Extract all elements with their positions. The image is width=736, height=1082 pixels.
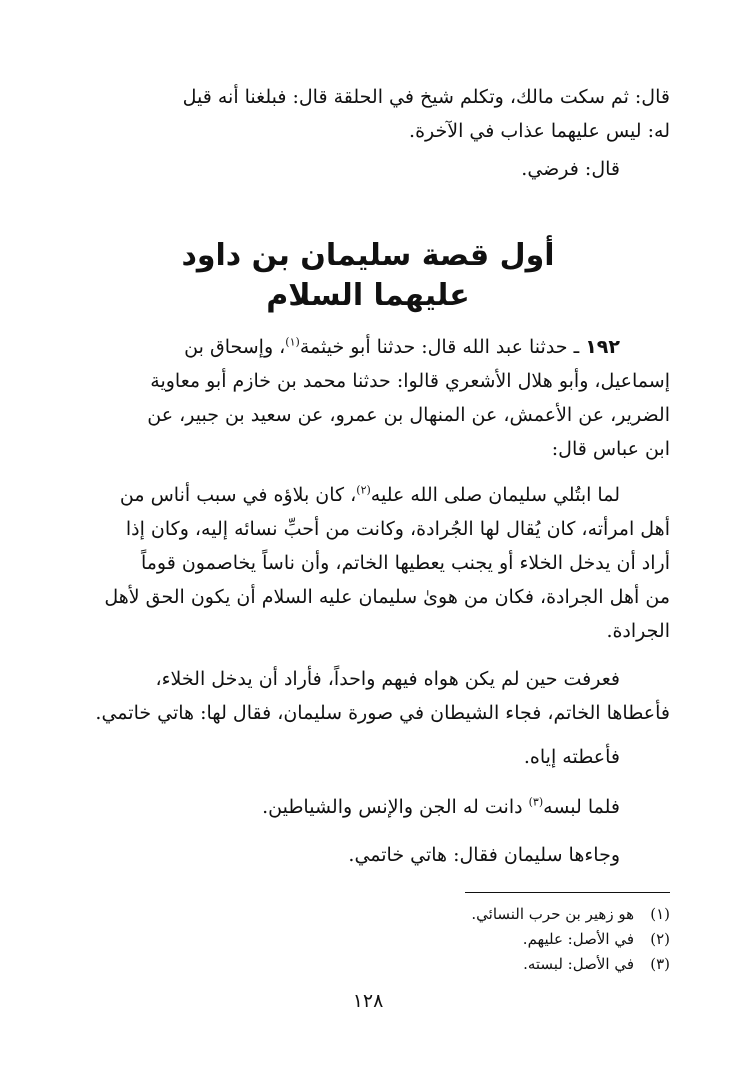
hadith-line-3: الضرير، عن الأعمش، عن المنهال بن عمرو، عن سعيد بن جبير، عن — [147, 404, 670, 426]
footnote-3-text: في الأصل: لبسته. — [523, 955, 634, 973]
hadith-number: ١٩٢ — [585, 336, 620, 358]
footnote-ref-1: (١) — [285, 335, 300, 349]
story-p2-line-1: فعرفت حين لم يكن هواه فيهم واحداً، فأراد أن يدخل الخلاء، — [155, 668, 620, 690]
story-paragraph-1 — [64, 478, 670, 648]
footnote-1-text: هو زهير بن حرب النسائي. — [471, 905, 634, 923]
story-p3-line: فأعطته إياه. — [523, 746, 620, 768]
story-p1-line-2: أهل امرأته، كان يُقال لها الجُرادة، وكانت من أحبِّ نسائه إليه، وكان إذا — [125, 518, 670, 540]
page-number: ١٢٨ — [352, 990, 384, 1012]
story-paragraph-2 — [64, 662, 670, 730]
footnote-2-number: (٢) — [650, 930, 670, 948]
footnote-1-number: (١) — [650, 905, 670, 923]
footnote-2 — [64, 927, 670, 952]
story-p2-line-2: فأعطاها الخاتم، فجاء الشيطان في صورة سليمان، فقال لها: هاتي خاتمي. — [95, 702, 670, 724]
footnote-ref-2: (٢) — [356, 483, 371, 497]
footnote-3-number: (٣) — [650, 955, 670, 973]
hadith-line-2: إسماعيل، وأبو هلال الأشعري قالوا: حدثنا محمد بن خازم أبو معاوية — [150, 370, 670, 392]
footnote-1 — [64, 902, 670, 927]
story-p1-line-4: من أهل الجرادة، فكان من هوىٰ سليمان عليه السلام أن يكون الحق لأهل — [104, 586, 670, 608]
story-p1-line-1-tail: ، كان بلاؤه في سبب أناس من — [119, 484, 357, 506]
hadith-line-1-text: ـ حدثنا عبد الله قال: حدثنا أبو خيثمة — [299, 336, 580, 358]
story-paragraph-5 — [64, 838, 670, 872]
opening-line-2: له: ليس عليهما عذاب في الآخرة. — [409, 120, 670, 142]
section-heading-line-1: أول قصة سليمان بن داود — [181, 238, 555, 273]
story-p1-line-1-text: لما ابتُلي سليمان صلى الله عليه — [370, 484, 620, 506]
story-p5-line: وجاءها سليمان فقال: هاتي خاتمي. — [348, 844, 620, 866]
hadith-line-1-tail: ، وإسحاق بن — [184, 336, 286, 358]
story-p1-line-3: أراد أن يدخل الخلاء أو يجنب يعطيها الخاتم، وأن ناساً يخاصمون قوماً — [140, 552, 670, 574]
hadith-chain — [64, 330, 670, 466]
footnote-2-text: في الأصل: عليهم. — [522, 930, 634, 948]
hadith-line-1 — [64, 330, 670, 364]
footnote-divider — [465, 892, 670, 893]
footnote-ref-3: (٣) — [528, 795, 544, 809]
story-p4-text: فلما لبسه — [543, 796, 620, 818]
opening-text — [64, 80, 670, 186]
footnote-3 — [64, 952, 670, 977]
story-p1-line-5: الجرادة. — [606, 620, 670, 642]
story-p4-tail: دانت له الجن والإنس والشياطين. — [262, 796, 523, 818]
story-p1-line-1 — [64, 478, 670, 512]
footnotes — [64, 902, 670, 977]
story-paragraph-4 — [64, 790, 670, 824]
opening-line-1: قال: ثم سكت مالك، وتكلم شيخ في الحلقة قال: فبلغنا أنه قيل — [182, 86, 670, 108]
opening-line-3: قال: فرضي. — [521, 158, 620, 180]
story-p4-line — [64, 790, 670, 824]
section-heading-line-2: عليهما السلام — [266, 278, 470, 313]
story-paragraph-3 — [64, 740, 670, 774]
hadith-line-4: ابن عباس قال: — [551, 438, 670, 460]
